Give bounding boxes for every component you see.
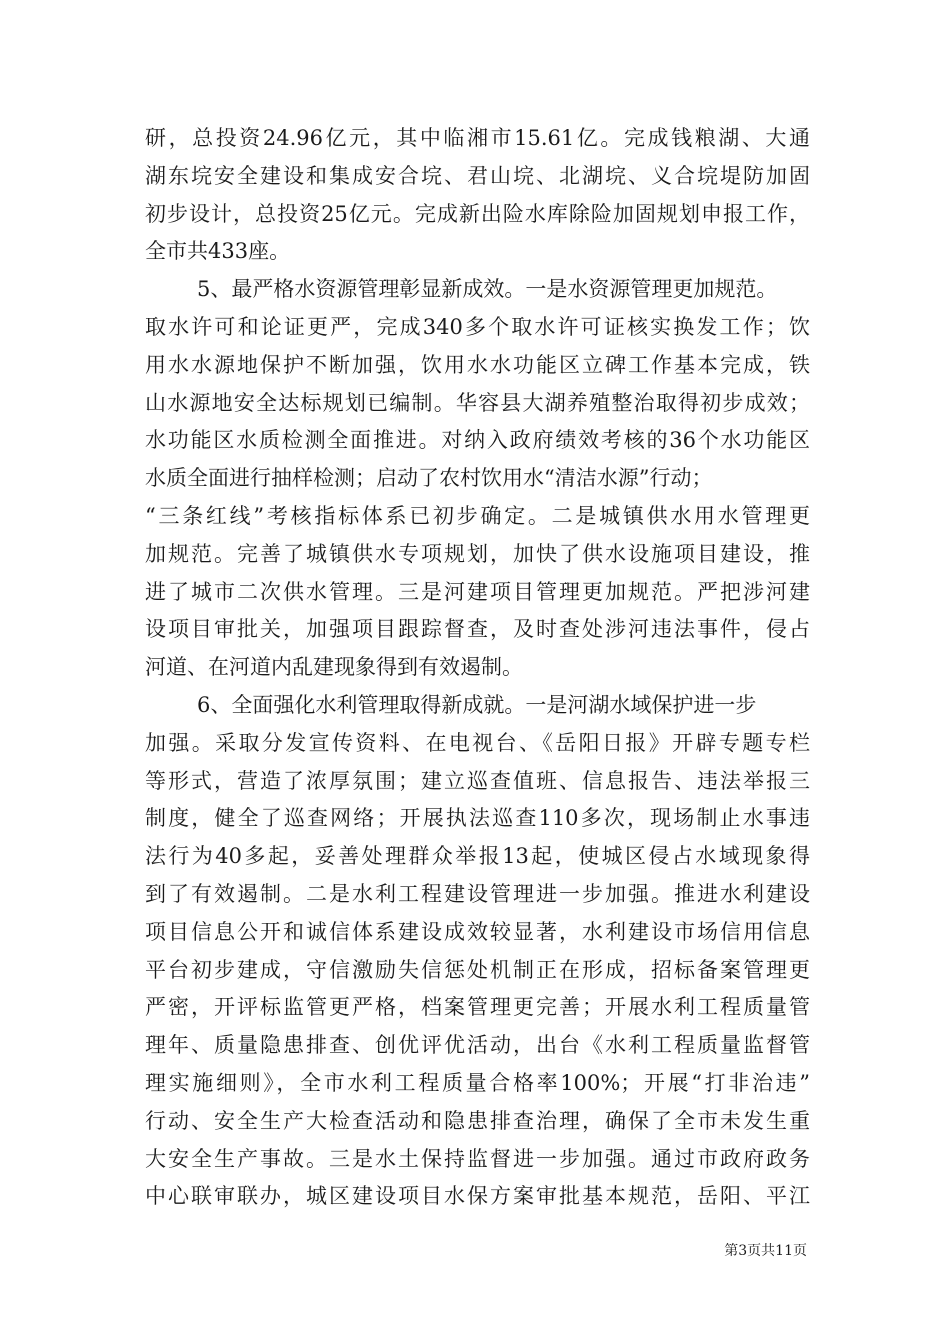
text-line: 水质全面进行抽样检测；启动了农村饮用水“清洁水源”行动； xyxy=(145,466,713,491)
text-line: 5、最严格水资源管理彰显新成效。一是水资源管理更加规范。 xyxy=(197,277,778,302)
text-line: 河道、在河道内乱建现象得到有效遏制。 xyxy=(145,655,523,680)
text-line: 平台初步建成，守信激励失信惩处机制正在形成，招标备案管理更 xyxy=(145,957,810,982)
text-line: 全市共433座。 xyxy=(145,239,291,264)
text-line: 进了城市二次供水管理。三是河建项目管理更加规范。严把涉河建 xyxy=(145,579,810,604)
text-line: 项目信息公开和诚信体系建设成效较显著，水利建设市场信用信息 xyxy=(145,919,810,944)
text-line: 水功能区水质检测全面推进。对纳入政府绩效考核的36个水功能区 xyxy=(145,428,810,453)
text-line: 到了有效遏制。二是水利工程建设管理进一步加强。推进水利建设 xyxy=(145,881,810,906)
text-line: 用水水源地保护不断加强，饮用水水功能区立碑工作基本完成，铁 xyxy=(145,352,810,377)
text-line: 取水许可和论证更严，完成340多个取水许可证核实换发工作；饮 xyxy=(145,314,810,339)
text-line: 理年、质量隐患排查、创优评优活动，出台《水利工程质量监督管 xyxy=(145,1033,810,1058)
text-line: 大安全生产事故。三是水土保持监督进一步加强。通过市政府政务 xyxy=(145,1146,810,1171)
text-line: 等形式，营造了浓厚氛围；建立巡查值班、信息报告、违法举报三 xyxy=(145,768,810,793)
text-line: 研，总投资24.96亿元，其中临湘市15.61亿。完成钱粮湖、大通 xyxy=(145,126,810,150)
text-line: 设项目审批关，加强项目跟踪督查，及时查处涉河违法事件，侵占 xyxy=(145,617,810,642)
text-line: 行动、安全生产大检查活动和隐患排查治理，确保了全市未发生重 xyxy=(145,1108,810,1133)
text-line: 制度，健全了巡查网络；开展执法巡查110多次，现场制止水事违 xyxy=(145,806,810,831)
text-line: 加规范。完善了城镇供水专项规划，加快了供水设施项目建设，推 xyxy=(145,541,810,566)
text-line: 初步设计，总投资25亿元。完成新出险水库除险加固规划申报工作， xyxy=(145,201,810,226)
text-line: 法行为40多起，妥善处理群众举报13起，使城区侵占水域现象得 xyxy=(145,844,810,869)
text-line: 6、全面强化水利管理取得新成就。一是河湖水域保护进一步 xyxy=(197,692,757,717)
text-line: “三条红线”考核指标体系已初步确定。二是城镇供水用水管理更 xyxy=(145,503,810,528)
page-number: 第3页共11页 xyxy=(724,1243,807,1259)
text-line: 加强。采取分发宣传资料、在电视台、《岳阳日报》开辟专题专栏 xyxy=(145,730,810,755)
text-line: 山水源地安全达标规划已编制。华容县大湖养殖整治取得初步成效； xyxy=(145,390,810,415)
text-line: 湖东垸安全建设和集成安合垸、君山垸、北湖垸、义合垸堤防加固 xyxy=(145,163,810,188)
body-text xyxy=(145,120,810,1216)
text-line: 中心联审联办，城区建设项目水保方案审批基本规范，岳阳、平江 xyxy=(145,1184,810,1209)
text-line: 理实施细则》，全市水利工程质量合格率100%；开展“打非治违” xyxy=(145,1070,810,1095)
text-line: 严密，开评标监管更严格，档案管理更完善；开展水利工程质量管 xyxy=(145,995,810,1020)
